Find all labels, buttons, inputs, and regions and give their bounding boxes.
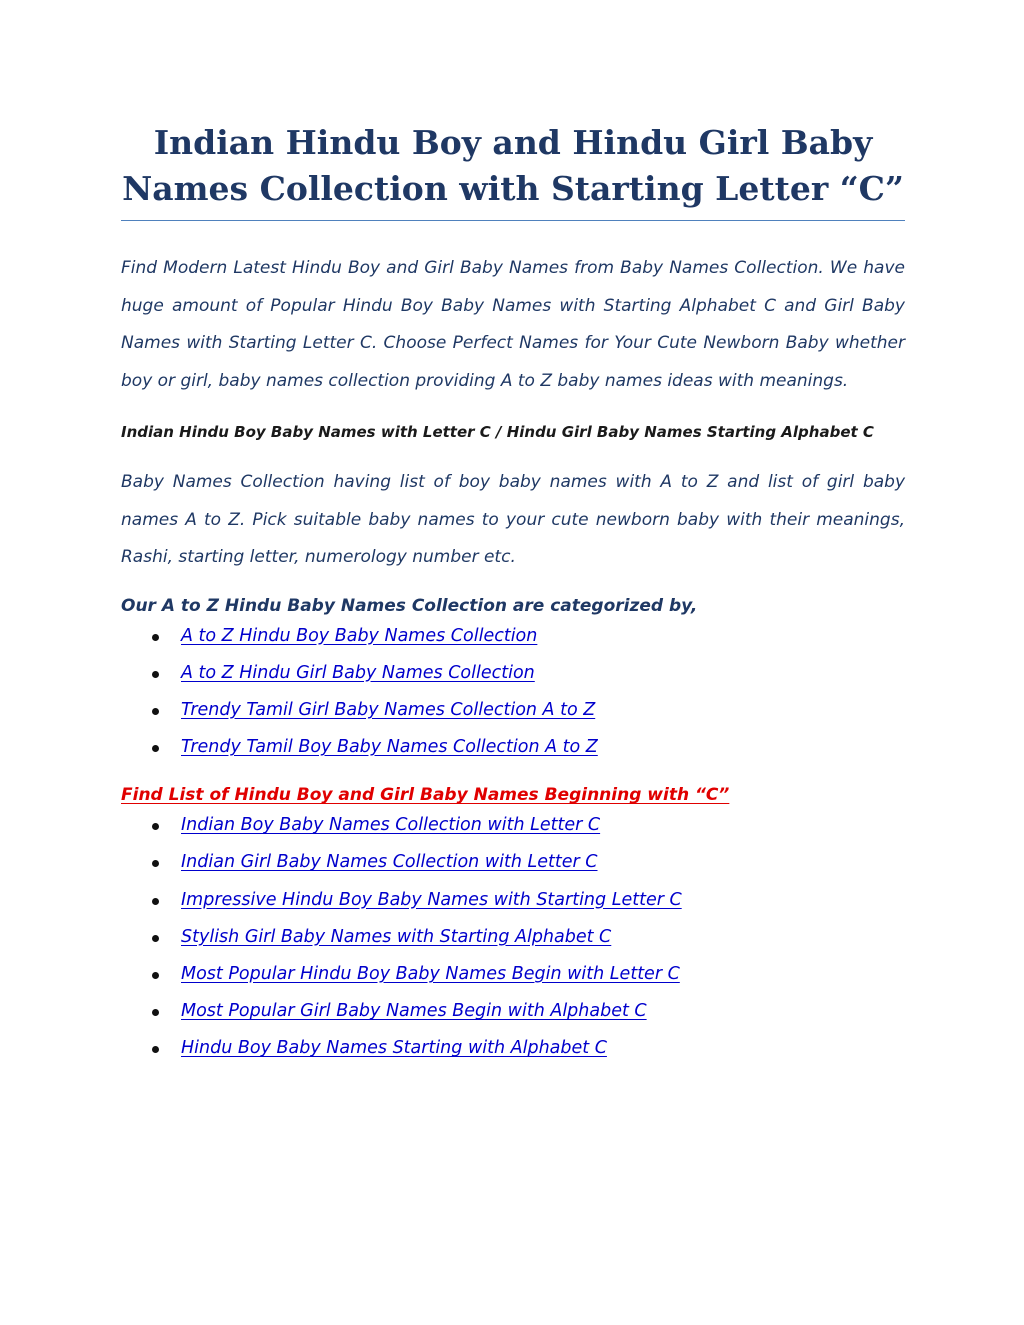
category-link[interactable]: Trendy Tamil Girl Baby Names Collection A to Z (181, 699, 596, 720)
description-paragraph: Baby Names Collection having list of boy baby names with A to Z and list of girl baby names A to Z. Pick suitable baby names to your cute newborn baby with their meanings, Rashi, starting letter, numerology number etc. (121, 472, 905, 567)
bullet-icon (152, 972, 159, 979)
bullet-icon (152, 745, 159, 752)
c-names-link[interactable]: Most Popular Girl Baby Names Begin with Alphabet C (181, 1001, 647, 1022)
list-item (121, 692, 905, 729)
category-heading: Our A to Z Hindu Baby Names Collection are categorized by, (121, 595, 698, 616)
bullet-icon (152, 1009, 159, 1016)
list-item (121, 882, 905, 919)
document-page (121, 120, 905, 1068)
bullet-icon (152, 935, 159, 942)
list-item (121, 807, 905, 844)
page-title: Indian Hindu Boy and Hindu Girl Baby Names Collection with Starting Letter “C” (121, 120, 905, 221)
bullet-icon (152, 708, 159, 715)
bullet-icon (152, 1046, 159, 1053)
list-item (121, 919, 905, 956)
list-item (121, 844, 905, 881)
c-names-link-list (121, 807, 905, 1067)
bullet-icon (152, 860, 159, 867)
c-names-link[interactable]: Most Popular Hindu Boy Baby Names Begin with Letter C (181, 964, 680, 984)
category-link[interactable]: Trendy Tamil Boy Baby Names Collection A to Z (181, 737, 598, 758)
bullet-icon (152, 823, 159, 830)
c-names-link[interactable]: Stylish Girl Baby Names with Starting Alphabet C (181, 926, 612, 947)
intro-paragraph: Find Modern Latest Hindu Boy and Girl Baby Names from Baby Names Collection. We have huge amount of Popular Hindu Boy Baby Names with Starting Alphabet C and Girl Baby Names with Starting Letter C. Choose Perfect Names for Your Cute Newborn Baby whether boy or girl, baby names collection providing A to Z baby names ideas with meanings. (121, 258, 905, 391)
c-names-link[interactable]: Hindu Boy Baby Names Starting with Alphabet C (181, 1038, 607, 1059)
list-item (121, 729, 905, 766)
c-names-link[interactable]: Impressive Hindu Boy Baby Names with Starting Letter C (181, 889, 682, 910)
category-link[interactable]: A to Z Hindu Boy Baby Names Collection (181, 625, 538, 646)
list-item (121, 655, 905, 692)
c-names-heading: Find List of Hindu Boy and Girl Baby Names Beginning with “C” (121, 785, 730, 806)
bullet-icon (152, 671, 159, 678)
list-item (121, 618, 905, 655)
list-item (121, 993, 905, 1030)
category-link[interactable]: A to Z Hindu Girl Baby Names Collection (181, 662, 535, 683)
category-link-list (121, 618, 905, 767)
bullet-icon (152, 634, 159, 641)
list-item (121, 956, 905, 993)
bullet-icon (152, 898, 159, 905)
list-item (121, 1030, 905, 1067)
section-subheading: Indian Hindu Boy Baby Names with Letter C / Hindu Girl Baby Names Starting Alphabet C (121, 423, 874, 441)
c-names-link[interactable]: Indian Girl Baby Names Collection with Letter C (181, 852, 598, 873)
c-names-link[interactable]: Indian Boy Baby Names Collection with Letter C (181, 815, 601, 836)
